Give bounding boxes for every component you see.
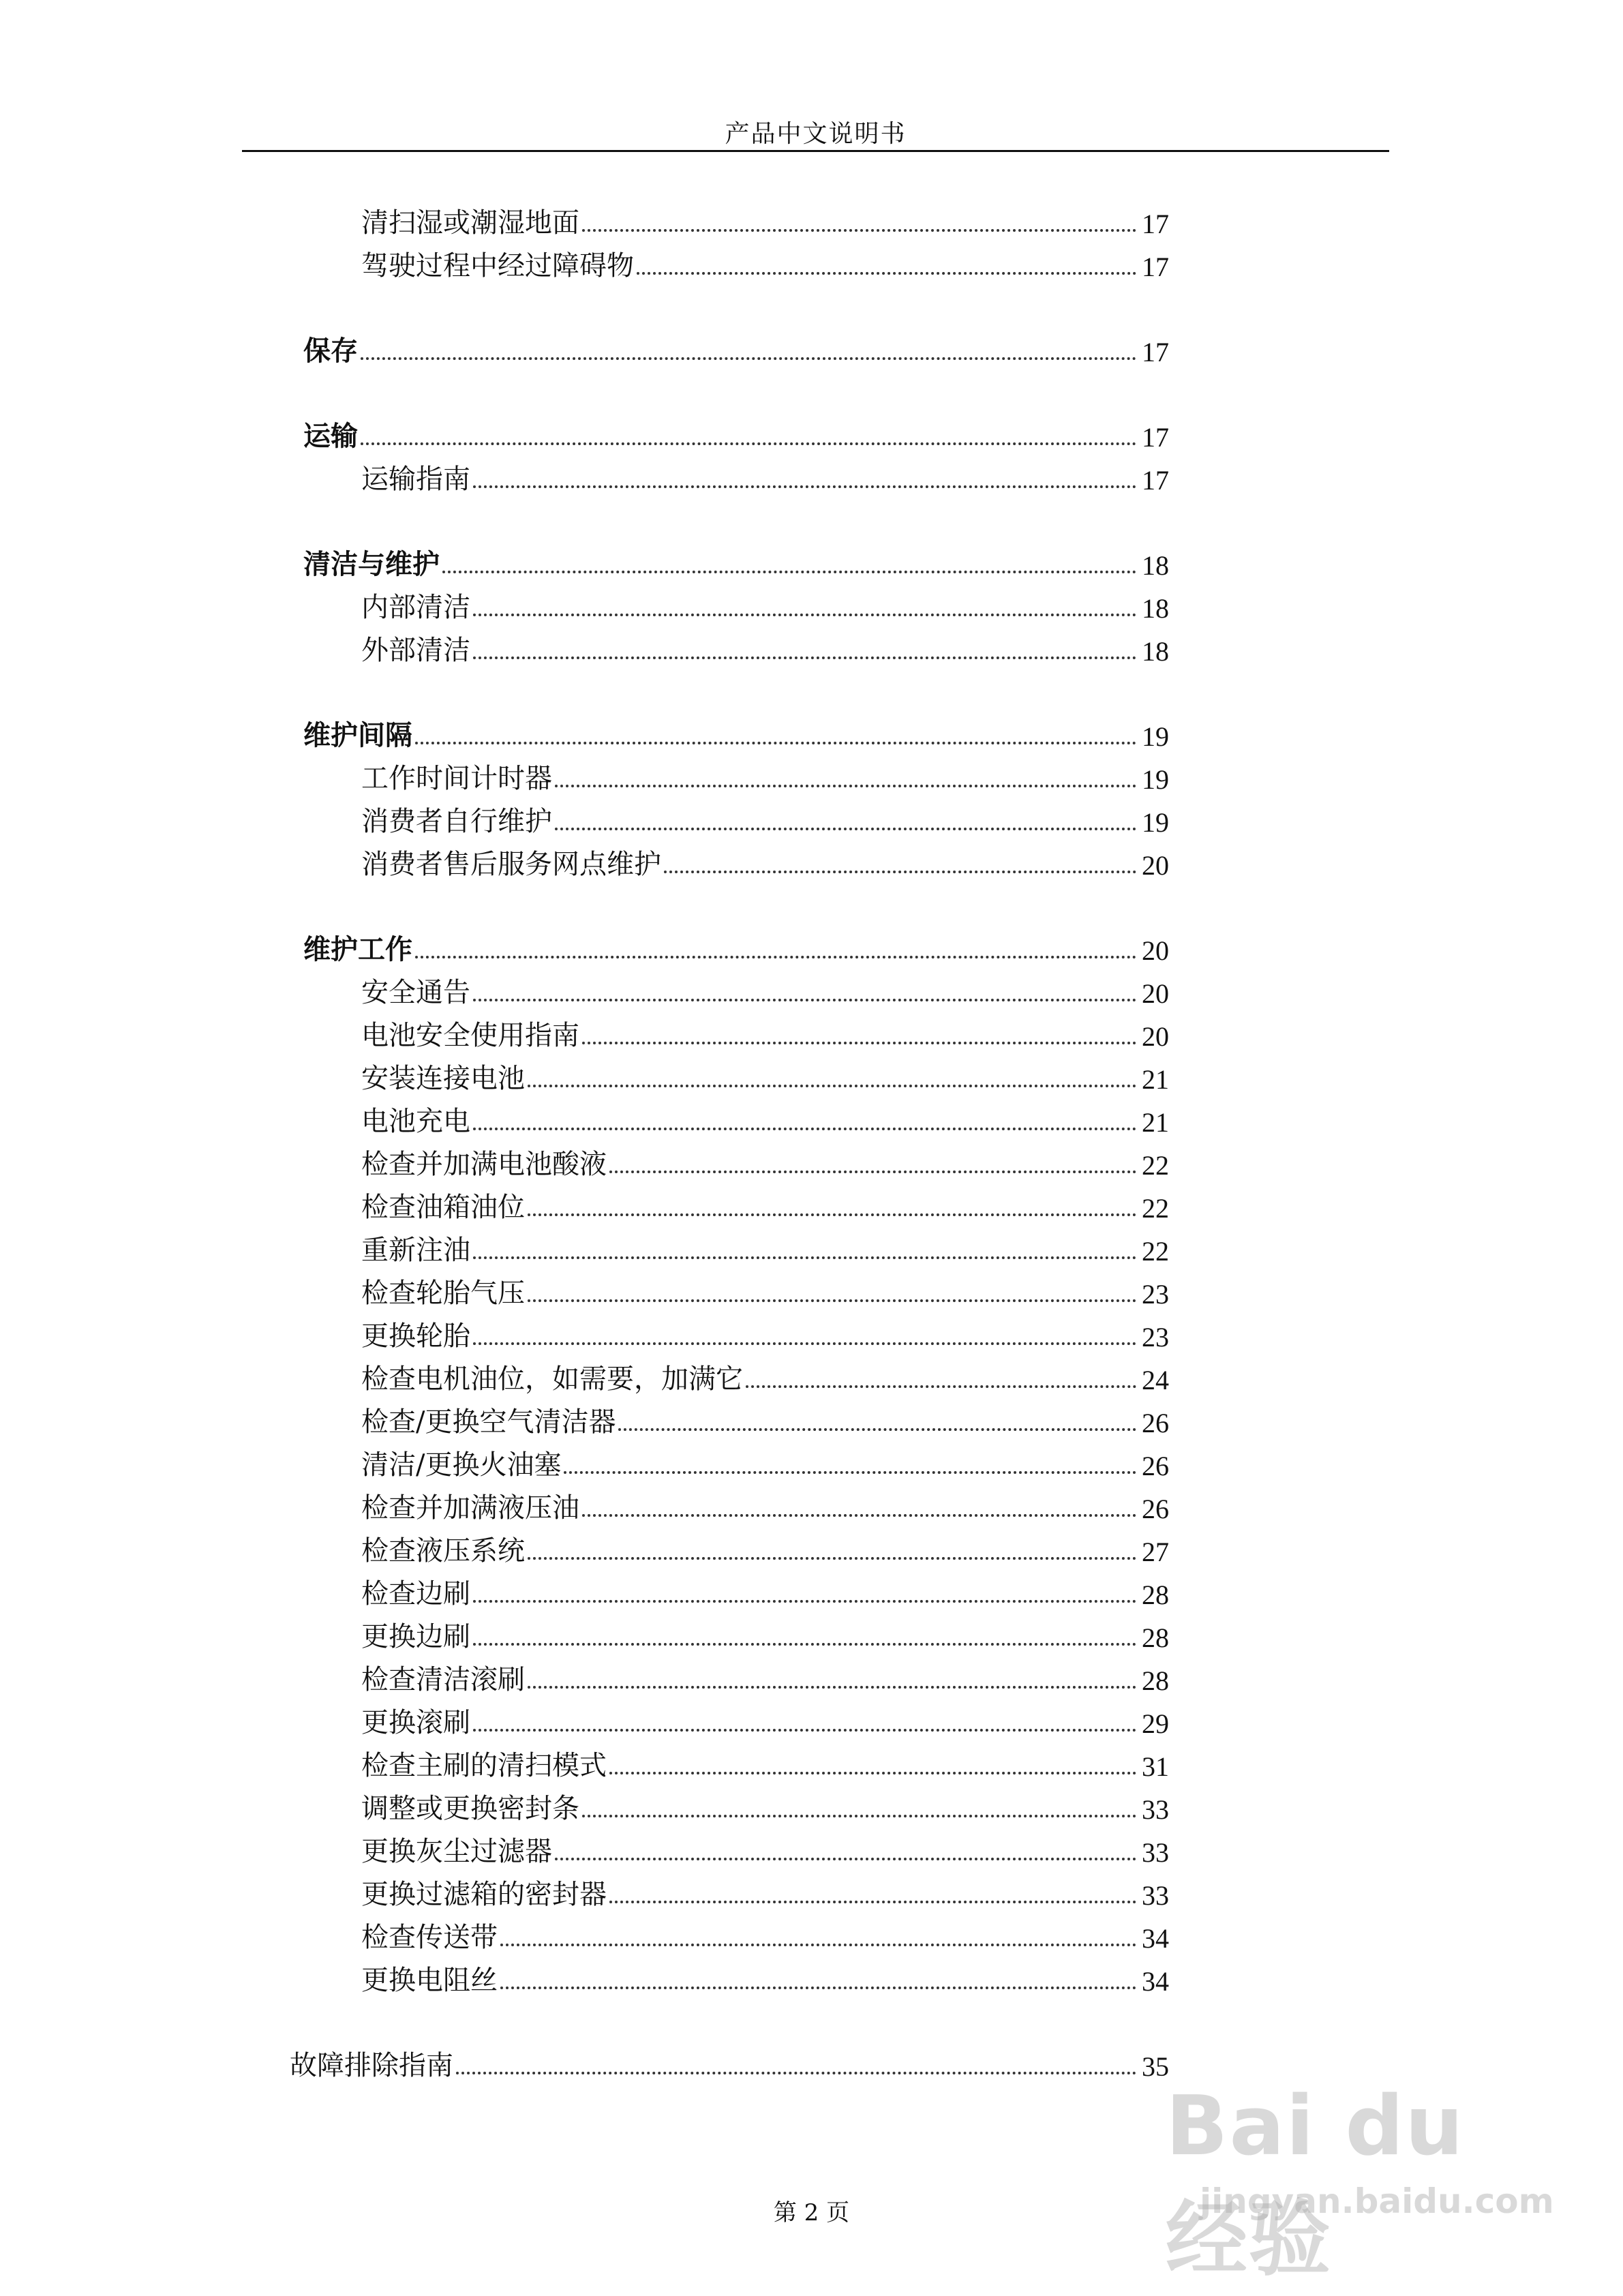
toc-leader-dots (609, 1772, 1136, 1774)
toc-entry-title: 检查轮胎气压 (361, 1278, 525, 1309)
toc-entry-page: 19 (1142, 807, 1169, 838)
toc-entry-title: 更换轮胎 (361, 1320, 470, 1352)
toc-entry (361, 455, 1169, 496)
toc-entry-title: 重新注油 (361, 1235, 470, 1266)
toc-entry (361, 1355, 1169, 1396)
toc-entry (303, 412, 1169, 453)
toc-entry (361, 1613, 1169, 1654)
toc-entry-page: 18 (1142, 593, 1169, 624)
toc-entry-page: 22 (1142, 1150, 1169, 1181)
toc-entry-page: 18 (1142, 550, 1169, 581)
toc-entry-page: 28 (1142, 1622, 1169, 1653)
toc-entry-page: 17 (1142, 209, 1169, 239)
toc-leader-dots (473, 1600, 1136, 1603)
toc-entry-title: 检查液压系统 (361, 1535, 525, 1567)
toc-entry (361, 1441, 1169, 1482)
toc-entry-page: 34 (1142, 1966, 1169, 1997)
toc-leader-dots (528, 1686, 1136, 1689)
toc-entry-title: 检查并加满电池酸液 (361, 1149, 607, 1180)
toc-leader-dots (618, 1428, 1136, 1431)
toc-entry-page: 22 (1142, 1193, 1169, 1224)
watermark-url: jingyan.baidu.com (1200, 2181, 1554, 2221)
toc-leader-dots (361, 442, 1136, 445)
toc-entry-title: 驾驶过程中经过障碍物 (361, 250, 634, 282)
baidu-jingyan-watermark (1159, 2066, 1554, 2287)
toc-entry-page: 33 (1142, 1880, 1169, 1911)
toc-leader-dots (473, 614, 1136, 616)
toc-entry-page: 33 (1142, 1837, 1169, 1868)
toc-leader-dots (473, 999, 1136, 1001)
watermark-brand: Bai du 经验 (1166, 2079, 1465, 2287)
toc-entry-page: 31 (1142, 1751, 1169, 1782)
toc-entry (361, 1183, 1169, 1224)
toc-entry-page: 35 (1142, 2051, 1169, 2082)
toc-entry-title: 维护间隔 (303, 719, 412, 751)
toc-entry-title: 维护工作 (303, 933, 412, 965)
toc-entry-page: 22 (1142, 1236, 1169, 1267)
toc-entry-title: 消费者售后服务网点维护 (361, 849, 661, 880)
toc-entry-title: 检查主刷的清扫模式 (361, 1750, 607, 1781)
toc-leader-dots (555, 828, 1136, 830)
toc-entry (361, 1828, 1169, 1869)
toc-entry-page: 24 (1142, 1365, 1169, 1395)
toc-entry-title: 清洁/更换火油塞 (361, 1449, 562, 1481)
toc-entry (361, 1957, 1169, 1997)
toc-entry-title: 安全通告 (361, 977, 470, 1008)
toc-entry (361, 1785, 1169, 1826)
toc-leader-dots (415, 742, 1136, 744)
toc-entry-title: 清扫湿或潮湿地面 (361, 207, 579, 239)
toc-entry-page: 21 (1142, 1064, 1169, 1095)
toc-entry-title: 更换灰尘过滤器 (361, 1836, 552, 1867)
toc-entry (361, 584, 1169, 624)
toc-entry (303, 541, 1169, 581)
toc-entry-page: 17 (1142, 465, 1169, 496)
toc-entry-page: 28 (1142, 1665, 1169, 1696)
toc-leader-dots (746, 1385, 1136, 1388)
toc-entry-page: 26 (1142, 1451, 1169, 1481)
toc-entry (361, 1656, 1169, 1697)
toc-leader-dots (582, 229, 1136, 232)
toc-entry-title: 外部清洁 (361, 635, 470, 666)
toc-entry (361, 1527, 1169, 1568)
toc-entry (361, 969, 1169, 1010)
toc-entry-title: 检查并加满液压油 (361, 1492, 579, 1524)
toc-entry-page: 34 (1142, 1923, 1169, 1954)
toc-entry-title: 更换边刷 (361, 1621, 470, 1652)
toc-leader-dots (361, 357, 1136, 360)
toc-leader-dots (500, 1987, 1136, 1989)
toc-entry-title: 更换电阻丝 (361, 1965, 498, 1996)
toc-entry-page: 28 (1142, 1580, 1169, 1610)
toc-entry (303, 712, 1169, 753)
toc-entry (361, 1141, 1169, 1181)
toc-leader-dots (664, 871, 1136, 873)
toc-entry-title: 更换滚刷 (361, 1707, 470, 1738)
toc-entry-page: 20 (1142, 935, 1169, 966)
toc-entry-page: 20 (1142, 1021, 1169, 1052)
toc-leader-dots (528, 1557, 1136, 1560)
toc-entry-page: 23 (1142, 1322, 1169, 1353)
toc-leader-dots (555, 1858, 1136, 1860)
toc-leader-dots (442, 571, 1136, 573)
toc-entry-title: 安装连接电池 (361, 1063, 525, 1094)
toc-entry (361, 1012, 1169, 1053)
toc-entry-page: 27 (1142, 1537, 1169, 1567)
toc-entry (361, 1269, 1169, 1310)
toc-entry (303, 926, 1169, 967)
toc-entry-page: 20 (1142, 978, 1169, 1009)
toc-entry-title: 保存 (303, 335, 358, 367)
toc-leader-dots (415, 956, 1136, 958)
toc-entry-title: 检查油箱油位 (361, 1192, 525, 1223)
toc-entry-title: 内部清洁 (361, 592, 470, 623)
toc-entry (361, 199, 1169, 240)
toc-leader-dots (528, 1213, 1136, 1216)
toc-leader-dots (473, 1643, 1136, 1646)
toc-entry (361, 841, 1169, 881)
toc-entry (361, 1098, 1169, 1138)
toc-leader-dots (473, 1729, 1136, 1732)
toc-entry (361, 798, 1169, 839)
toc-entry-title: 检查传送带 (361, 1922, 498, 1953)
toc-entry-page: 19 (1142, 764, 1169, 795)
toc-leader-dots (582, 1514, 1136, 1517)
toc-entry (361, 1742, 1169, 1783)
toc-entry (361, 626, 1169, 667)
toc-entry-page: 17 (1142, 252, 1169, 282)
toc-leader-dots (609, 1170, 1136, 1173)
toc-entry (361, 755, 1169, 796)
toc-entry (361, 1570, 1169, 1611)
toc-entry (361, 1312, 1169, 1353)
toc-entry-title: 检查清洁滚刷 (361, 1664, 525, 1695)
toc-entry-title: 检查/更换空气清洁器 (361, 1406, 616, 1438)
toc-entry (361, 1914, 1169, 1954)
toc-leader-dots (564, 1471, 1136, 1474)
toc-leader-dots (528, 1085, 1136, 1087)
page-number: 第 2 页 (773, 2199, 850, 2226)
toc-entry-page: 20 (1142, 850, 1169, 881)
toc-leader-dots (582, 1815, 1136, 1817)
toc-entry (361, 1484, 1169, 1525)
toc-entry-page: 19 (1142, 721, 1169, 752)
toc-leader-dots (473, 1256, 1136, 1259)
toc-leader-dots (582, 1042, 1136, 1044)
toc-leader-dots (500, 1944, 1136, 1946)
toc-leader-dots (609, 1901, 1136, 1903)
toc-entry-title: 电池安全使用指南 (361, 1020, 579, 1051)
toc-entry-page: 17 (1142, 422, 1169, 453)
toc-entry (361, 1398, 1169, 1439)
toc-leader-dots (473, 1342, 1136, 1345)
toc-entry-page: 17 (1142, 337, 1169, 367)
page-header: 产品中文说明书 (725, 120, 907, 148)
toc-entry-page: 23 (1142, 1279, 1169, 1310)
toc-entry (361, 1055, 1169, 1096)
toc-entry (361, 1699, 1169, 1740)
toc-entry-title: 检查电机油位，如需要，加满它 (361, 1363, 743, 1395)
toc-leader-dots (473, 1128, 1136, 1130)
toc-entry-title: 工作时间计时器 (361, 763, 552, 794)
toc-entry-title: 调整或更换密封条 (361, 1793, 579, 1824)
toc-entry (290, 2042, 1169, 2083)
toc-leader-dots (473, 656, 1136, 659)
toc-entry-title: 电池充电 (361, 1106, 470, 1137)
toc-entry-title: 运输指南 (361, 464, 470, 495)
toc-entry-page: 18 (1142, 636, 1169, 667)
toc-entry-title: 清洁与维护 (303, 548, 440, 580)
toc-entry-title: 更换过滤箱的密封器 (361, 1879, 607, 1910)
toc-entry-page: 26 (1142, 1494, 1169, 1524)
toc-leader-dots (555, 785, 1136, 787)
toc-entry (303, 327, 1169, 368)
toc-leader-dots (528, 1299, 1136, 1302)
toc-leader-dots (456, 2072, 1136, 2074)
toc-entry-page: 29 (1142, 1708, 1169, 1739)
toc-entry-page: 21 (1142, 1107, 1169, 1138)
toc-leader-dots (473, 485, 1136, 488)
toc-entry-page: 33 (1142, 1794, 1169, 1825)
toc-entry-title: 运输 (303, 420, 358, 452)
toc-entry-page: 26 (1142, 1408, 1169, 1438)
toc-leader-dots (637, 272, 1136, 275)
toc-entry (361, 242, 1169, 283)
toc-entry (361, 1871, 1169, 1912)
toc-entry-title: 检查边刷 (361, 1578, 470, 1610)
toc-entry-title: 故障排除指南 (290, 2050, 453, 2081)
toc-entry-title: 消费者自行维护 (361, 806, 552, 837)
toc-entry (361, 1226, 1169, 1267)
